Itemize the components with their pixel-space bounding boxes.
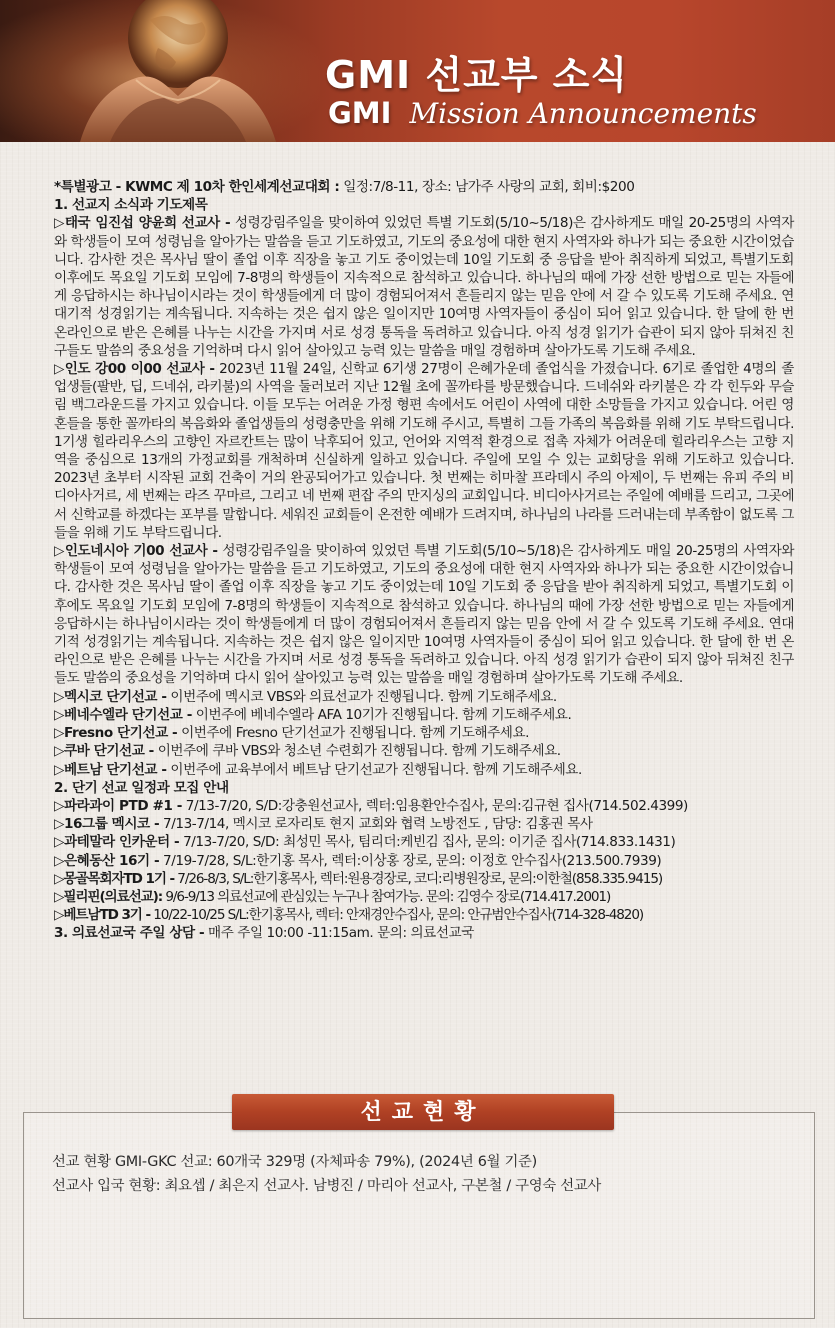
hands-globe-image: [40, 0, 310, 142]
title-script: Mission Announcements: [409, 97, 757, 130]
page-title-english: [328, 96, 757, 130]
short-term-item: ▷베네수엘라 단기선교 - 이번주에 베네수엘라 AFA 10기가 진행됩니다. 함께 기도해주세요.: [54, 706, 572, 723]
section2-heading: 2. 단기 선교 일정과 모집 안내: [54, 779, 229, 796]
section3-medical: 3. 의료선교국 주일 상담 - 매주 주일 10:00 -11:15am. 문의: 의료선교국: [54, 925, 474, 942]
short-term-item: ▷Fresno 단기선교 - 이번주에 Fresno 단기선교가 진행됩니다. 함께 기도해주세요.: [54, 725, 530, 742]
mission-status-text: [52, 1150, 601, 1198]
section1-heading: 1. 선교지 소식과 기도제목: [54, 197, 208, 214]
status-line-2: 선교사 입국 현황: 최요셉 / 최은지 선교사. 남병진 / 마리아 선교사, 구본철 / 구영숙 선교사: [52, 1178, 602, 1194]
mission-status-box: [23, 1112, 815, 1319]
short-term-item: ▷베트남 단기선교 - 이번주에 교육부에서 베트남 단기선교가 진행됩니다. 함께 기도해주세요.: [54, 761, 582, 778]
mission-item-indonesia: ▷인도네시아 기00 선교사 - 성령강림주일을 맞이하여 있었던 특별 기도회(5/10~5/18)은 감사하게도 매일 20-25명의 사역자와 학생들이 모여 성령님을 알아가는 말씀을 듣고 기도하였고, 기도의 중요성에 대한 현지 사역자와 하나가 되는 중요한 시간이었습니다. 감사한 것은 목사님 딸이 졸업 이후 직장을 놓고 기도 중이었는데 10일 기도회 중 응답을 받아 취직하게 되었고, 특별기도회 이후에도 목요일 기도회 모임에 7-8명의 학생들이 지속적으로 참석하고 있습니다. 하나님의 때에 가장 선한 방법으로 믿는 자들에게 응답하시는 하나님이시라는 것이 학생들에게 더 많이 경험되어져서 흔들리지 않는 믿음 안에 서 갈 수 있도록 기도해 주세요. 연대기적 성경읽기는 계속됩니다. 지속하는 것은 쉽지 않은 일이지만 10여명 사역자들이 중심이 되어 읽고 있습니다. 한 달에 한 번 온라인으로 받은 은혜를 나누는 시간을 가지며 서로 성경 통독을 독려하고 있습니다. 아직 성경 읽기가 습관이 되지 않아 뒤쳐진 친구들도 말씀의 중요성을 기억하며 다시 읽어 살아있고 능력 있는 말씀을 매일 경험하며 살아가도록 기도해 주세요.: [54, 543, 794, 687]
short-term-item: ▷쿠바 단기선교 - 이번주에 쿠바 VBS와 청소년 수련회가 진행됩니다. 함께 기도해주세요.: [54, 743, 561, 760]
header-banner: [0, 0, 835, 142]
schedule-item: ▷16그룹 멕시코 - 7/13-7/14, 멕시코 로자리토 현지 교회와 협력 노방전도 , 담당: 김홍권 목사: [54, 816, 593, 833]
schedule-item: ▷은혜동산 16기 - 7/19-7/28, S/L:한기홍 목사, 렉터:이상홍 장로, 문의: 이정호 안수집사(213.500.7939): [54, 852, 662, 869]
announcement-body: [54, 178, 794, 943]
status-line-1: 선교 현황 GMI-GKC 선교: 60개국 329명 (자체파송 79%), (2024년 6월 기준): [52, 1154, 537, 1170]
mission-item-india: ▷인도 강00 이00 선교사 - 2023년 11월 24일, 신학교 6기생 27명이 은혜가운데 졸업식을 가졌습니다. 6기로 졸업한 4명의 졸업생들(팔반, 딥, 드네쉬, 라키불)의 사역을 둘러보러 지난 12월 초에 꼴까타를 방문했습니다. 드네쉬와 라키불은 각 각 힌두와 무슬림 백그라운드를 가지고 있습니다. 이들 모두는 어려운 가정 형편 속에서도 어린이 사역에 대한 소망들을 가지고 있습니다. 어린 영혼들을 통한 꼴까타의 복음화와 졸업생들의 성령충만을 위해 기도해 주시고, 특별히 그들 가족의 복음화를 위해 기도 부탁드립니다. 1기생 힐라리우스의 고향인 자르칸트는 많이 낙후되어 있고, 언어와 지역적 환경으로 접촉 자체가 어려운데 힐라리우스는 고향 지역을 중심으로 13개의 가정교회를 개척하며 신실하게 일하고 있습니다. 주일에 모일 수 있는 교회당을 위해 기도하고 있습니다. 2023년 초부터 시작된 교회 건축이 거의 완공되어가고 있습니다. 첫 번째는 히마찰 프라데시 주의 아제이, 두 번째는 유피 주의 비디아사거르, 세 번째는 라즈 꾸마르, 그리고 네 번째 편잡 주의 만지싱의 교회입니다. 비디아사거르는 주일에 예배를 드리고, 그곳에서 신학교를 하겠다는 포부를 말합니다. 세워진 교회들이 온전한 예배가 드려지며, 하나님의 나라를 드러내는데 부족함이 없도록 그들을 위해 기도 부탁드립니다.: [54, 361, 794, 541]
schedule-item: ▷파라과이 PTD #1 - 7/13-7/20, S/D:강충원선교사, 렉터:임용환안수집사, 문의:김규현 집사(714.502.4399): [54, 797, 688, 814]
schedule-item: ▷몽골목회자TD 1기 - 7/26-8/3, S/L:한기홍목사, 렉터:원용경장로, 코디:리병원장로, 문의:이한철(858.335.9415): [54, 870, 663, 887]
schedule-item: ▷베트남TD 3기 - 10/22-10/25 S/L:한기홍목사, 렉터: 안재경안수집사, 문의: 안규범안수집사(714-328-4820): [54, 907, 644, 924]
mission-item-thailand: ▷태국 임진섭 양윤희 선교사 - 성령강림주일을 맞이하여 있었던 특별 기도회(5/10~5/18)은 감사하게도 매일 20-25명의 사역자와 학생들이 모여 성령님을 알아가는 말씀을 듣고 기도하였고, 기도의 중요성에 대한 현지 사역자와 하나가 되는 중요한 시간이었습니다. 감사한 것은 목사님 딸이 졸업 이후 직장을 놓고 기도 중이었는데 10일 기도회 중 응답을 받아 취직하게 되었고, 특별기도회 이후에도 목요일 기도회 모임에 7-8명의 학생들이 지속적으로 참석하고 있습니다. 하나님의 때에 가장 선한 방법으로 믿는 자들에게 응답하시는 하나님이시라는 것이 학생들에게 더 많이 경험되어져서 흔들리지 않는 믿음 안에 서 갈 수 있도록 기도해 주세요. 연대기적 성경읽기는 계속됩니다. 지속하는 것은 쉽지 않은 일이지만 10여명 사역자들이 중심이 되어 읽고 있습니다. 한 달에 한 번 온라인으로 받은 은혜를 나누는 시간을 가지며 서로 성경 통독을 독려하고 있습니다. 아직 성경 읽기가 습관이 되지 않아 뒤쳐진 친구들도 말씀의 중요성을 기억하며 다시 읽어 살아있고 능력 있는 말씀을 매일 경험하며 살아가도록 기도해 주세요.: [54, 215, 794, 359]
special-notice: *특별광고 - KWMC 제 10차 한인세계선교대회 : 일정:7/8-11, 장소: 남가주 사랑의 교회, 회비:$200: [54, 179, 635, 195]
mission-status-banner: 선교현황: [232, 1094, 614, 1130]
schedule-item: ▷과테말라 인카운터 - 7/13-7/20, S/D: 최성민 목사, 팀리더:케빈김 집사, 문의: 이기준 집사(714.833.1431): [54, 834, 676, 851]
short-term-item: ▷멕시코 단기선교 - 이번주에 멕시코 VBS와 의료선교가 진행됩니다. 함께 기도해주세요.: [54, 688, 557, 705]
title-gmi: GMI: [328, 96, 392, 130]
schedule-item: ▷필리핀(의료선교): 9/6-9/13 의료선교에 관심있는 누구나 참여가능. 문의: 김영수 장로(714.417.2001): [54, 888, 611, 905]
page-title-korean: GMI 선교부 소식: [325, 53, 629, 97]
